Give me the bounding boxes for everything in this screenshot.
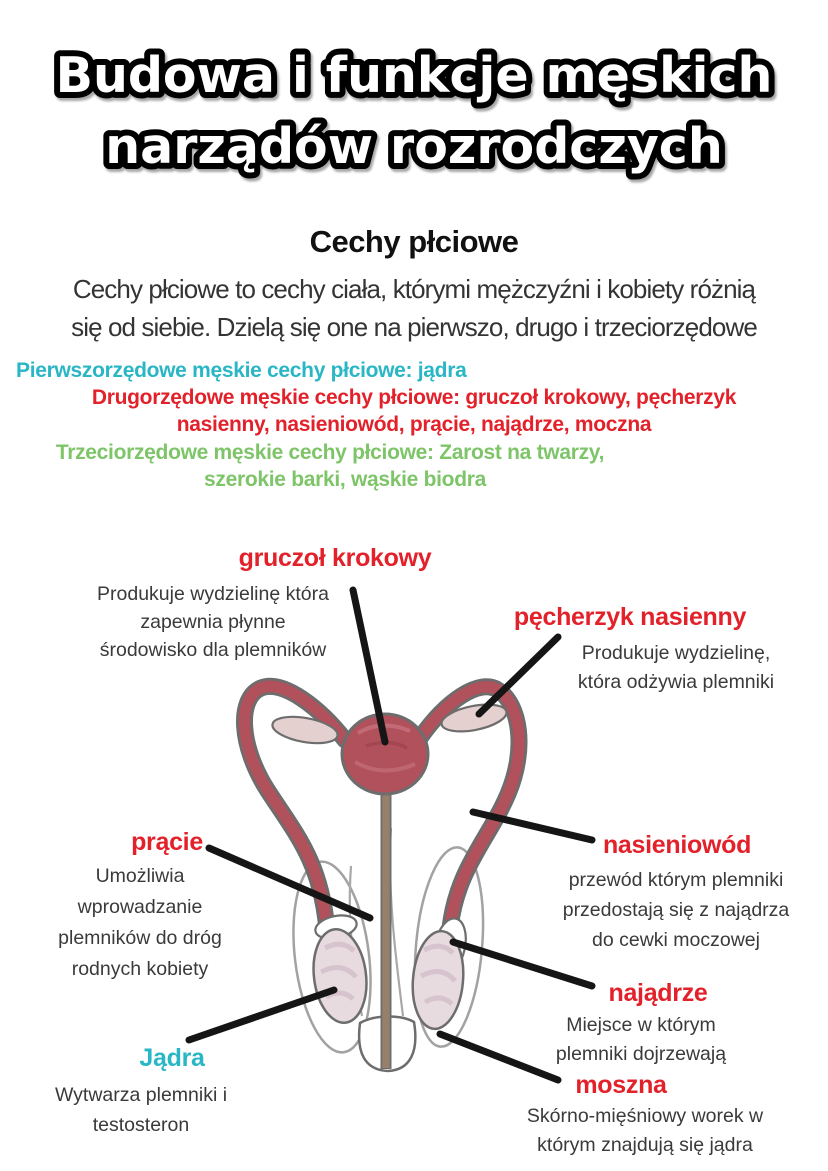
description-jadra — [26, 1080, 256, 1140]
label-najadrze: najądrze — [608, 979, 708, 1007]
tertiary-characteristics-text-line2: szerokie barki, wąskie biodra — [204, 468, 486, 491]
description-pecherzyk-nasienny — [551, 639, 801, 697]
description-line: do cewki moczowej — [592, 929, 760, 951]
section-heading: Cechy płciowe — [309, 224, 519, 259]
description-gruczol-krokowy — [78, 580, 348, 664]
description-line: Wytwarza plemniki i — [54, 1084, 228, 1106]
secondary-characteristics-text-line2: nasienny, nasieniowód, prącie, najądrze, moczna — [176, 413, 652, 436]
description-pracie — [20, 861, 260, 985]
description-line: Produkuje wydzielinę, — [581, 642, 771, 664]
description-line: Miejsce w którym — [566, 1014, 716, 1036]
description-najadrze — [521, 1011, 761, 1069]
label-gruczol-krokowy: gruczoł krokowy — [238, 544, 432, 572]
description-line: plemniki dojrzewają — [555, 1043, 727, 1065]
secondary-characteristics-text-line1: Drugorzędowe męskie cechy płciowe: gruczoł krokowy, pęcherzyk — [91, 386, 737, 409]
intro-paragraph-line1: Cechy płciowe to cechy ciała, którymi mężczyźni i kobiety różnią — [72, 274, 756, 304]
page-title-line2: narządów rozrodczych — [105, 118, 723, 175]
description-moszna — [500, 1102, 790, 1160]
description-line: Umożliwia — [95, 865, 185, 887]
label-pracie: prącie — [131, 828, 203, 856]
description-line: Skórno-mięśniowy worek w — [526, 1105, 764, 1127]
label-nasieniowod: nasieniowód — [602, 831, 752, 859]
label-jadra: Jądra — [139, 1044, 205, 1072]
label-pecherzyk-nasienny: pęcherzyk nasienny — [513, 603, 747, 631]
description-line: przewód którym plemniki — [568, 869, 784, 891]
description-line: Produkuje wydzielinę która — [97, 583, 329, 605]
description-line: testosteron — [92, 1114, 190, 1136]
primary-characteristics-text: Pierwszorzędowe męskie cechy płciowe: jądra — [16, 359, 467, 382]
intro-paragraph-line2: się od siebie. Dzielą się one na pierwszo, drugo i trzeciorzędowe — [71, 312, 757, 342]
description-line: wprowadzanie — [77, 896, 203, 918]
description-line: rodnych kobiety — [71, 958, 209, 980]
description-line: plemników do dróg — [58, 927, 222, 949]
description-line: którym znajdują się jądra — [537, 1134, 753, 1156]
description-line: przedostają się z najądrza — [562, 899, 790, 921]
description-line: która odżywia plemniki — [577, 671, 775, 693]
description-line: środowisko dla plemników — [99, 639, 327, 661]
description-nasieniowod — [526, 865, 826, 955]
label-moszna: moszna — [575, 1071, 667, 1099]
tertiary-characteristics-text-line1: Trzeciorzędowe męskie cechy płciowe: Zarost na twarzy, — [55, 441, 605, 464]
page-title-line1: Budowa i funkcje męskich — [55, 47, 773, 104]
description-line: zapewnia płynne — [140, 611, 286, 633]
